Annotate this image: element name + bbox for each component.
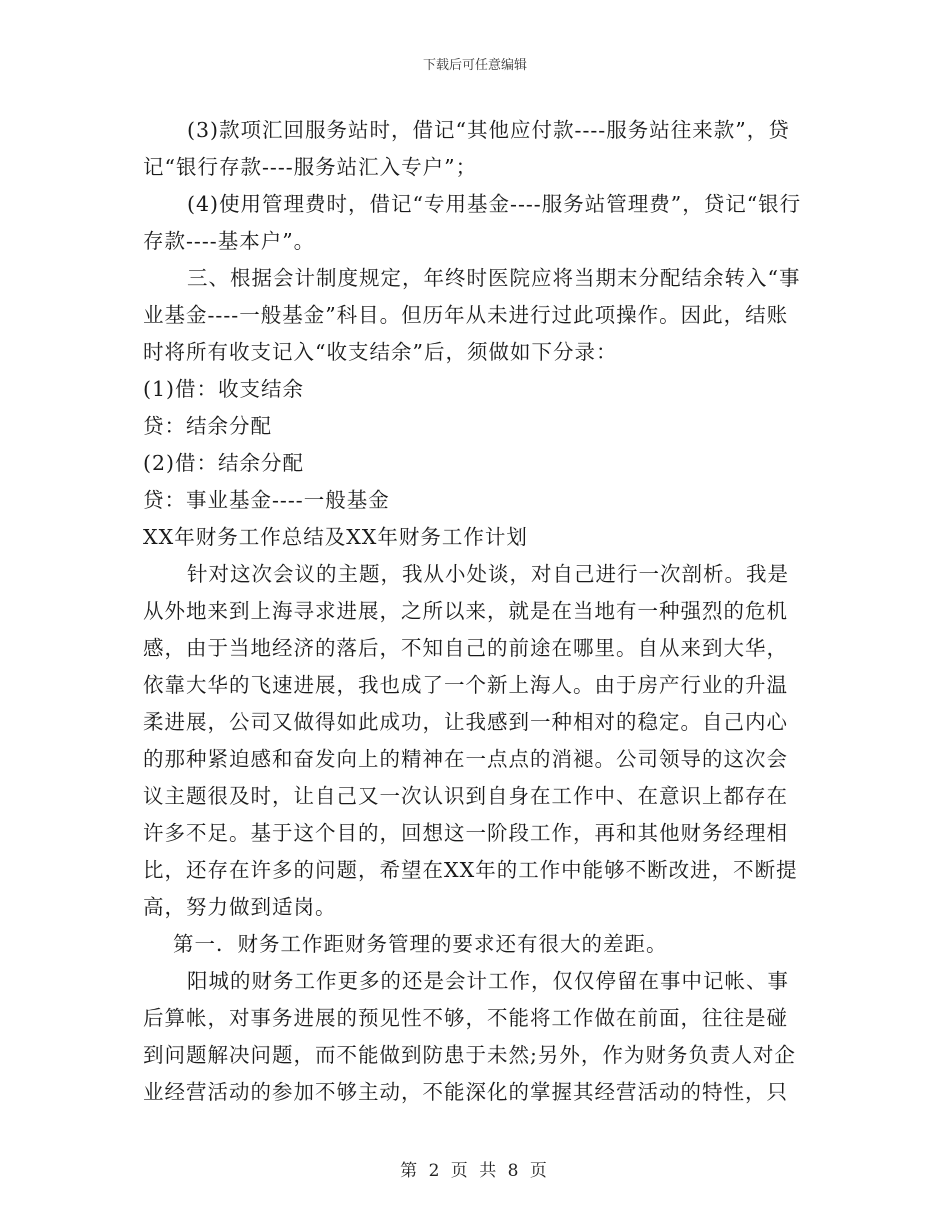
entry-debit-2: (2)借：结余分配 (143, 451, 305, 475)
entry-debit-1: (1)借：收支结余 (143, 377, 305, 401)
page-footer: 第 2 页 共 8 页 (400, 1161, 550, 1181)
paragraph-reflection: 针对这次会议的主题，我从小处谈，对自己进行一次剖析。我是从外地来到上海寻求进展，之所以来，就是在当地有一种强烈的危机感，由于当地经济的落后，不知自己的前途在哪里。自从来到大华，依靠大华的飞速进展，我也成了一个新上海人。由于房产行业的升温柔进展，公司又做得如此成功，让我感到一种相对的稳定。自己内心的那种紧迫感和奋发向上的精神在一点点的消褪。公司领导的这次会议主题很及时，让自己又一次认识到自身在工作中、在意识上都存在许多不足。基于这个目的，回想这一阶段工作，再和其他财务经理相比，还存在许多的问题，希望在XX年的工作中能够不断改进，不断提高，努力做到适岗。 (143, 562, 798, 919)
document-body (143, 112, 809, 1111)
paragraph-point-1-body: 阳城的财务工作更多的还是会计工作，仅仅停留在事中记帐、事后算帐，对事务进展的预见性不够，不能将工作做在前面，往往是碰到问题解决问题，而不能做到防患于未然;另外，作为财务负责人对企业经营活动的参加不够主动，不能深化的掌握其经营活动的特性，只 (143, 969, 796, 1104)
paragraph-point-1: 第一．财务工作距财务管理的要求还有很大的差距。 (173, 932, 668, 956)
entry-credit-1: 贷：结余分配 (143, 414, 272, 438)
section-title: XX年财务工作总结及XX年财务工作计划 (143, 525, 528, 549)
paragraph-section-3: 三、根据会计制度规定，年终时医院应将当期末分配结余转入“事业基金----一般基金”科目。但历年从未进行过此项操作。因此，结账时将所有收支记入“收支结余”后，须做如下分录： (143, 266, 801, 364)
entry-credit-2: 贷：事业基金----一般基金 (143, 488, 390, 512)
page-header: 下载后可任意编辑 (422, 58, 527, 73)
paragraph-entry-4: (4)使用管理费时，借记“专用基金----服务站管理费”，贷记“银行存款----基本户”。 (143, 192, 802, 253)
paragraph-entry-3: (3)款项汇回服务站时，借记“其他应付款----服务站往来款”，贷记“银行存款----服务站汇入专户”； (143, 118, 790, 179)
